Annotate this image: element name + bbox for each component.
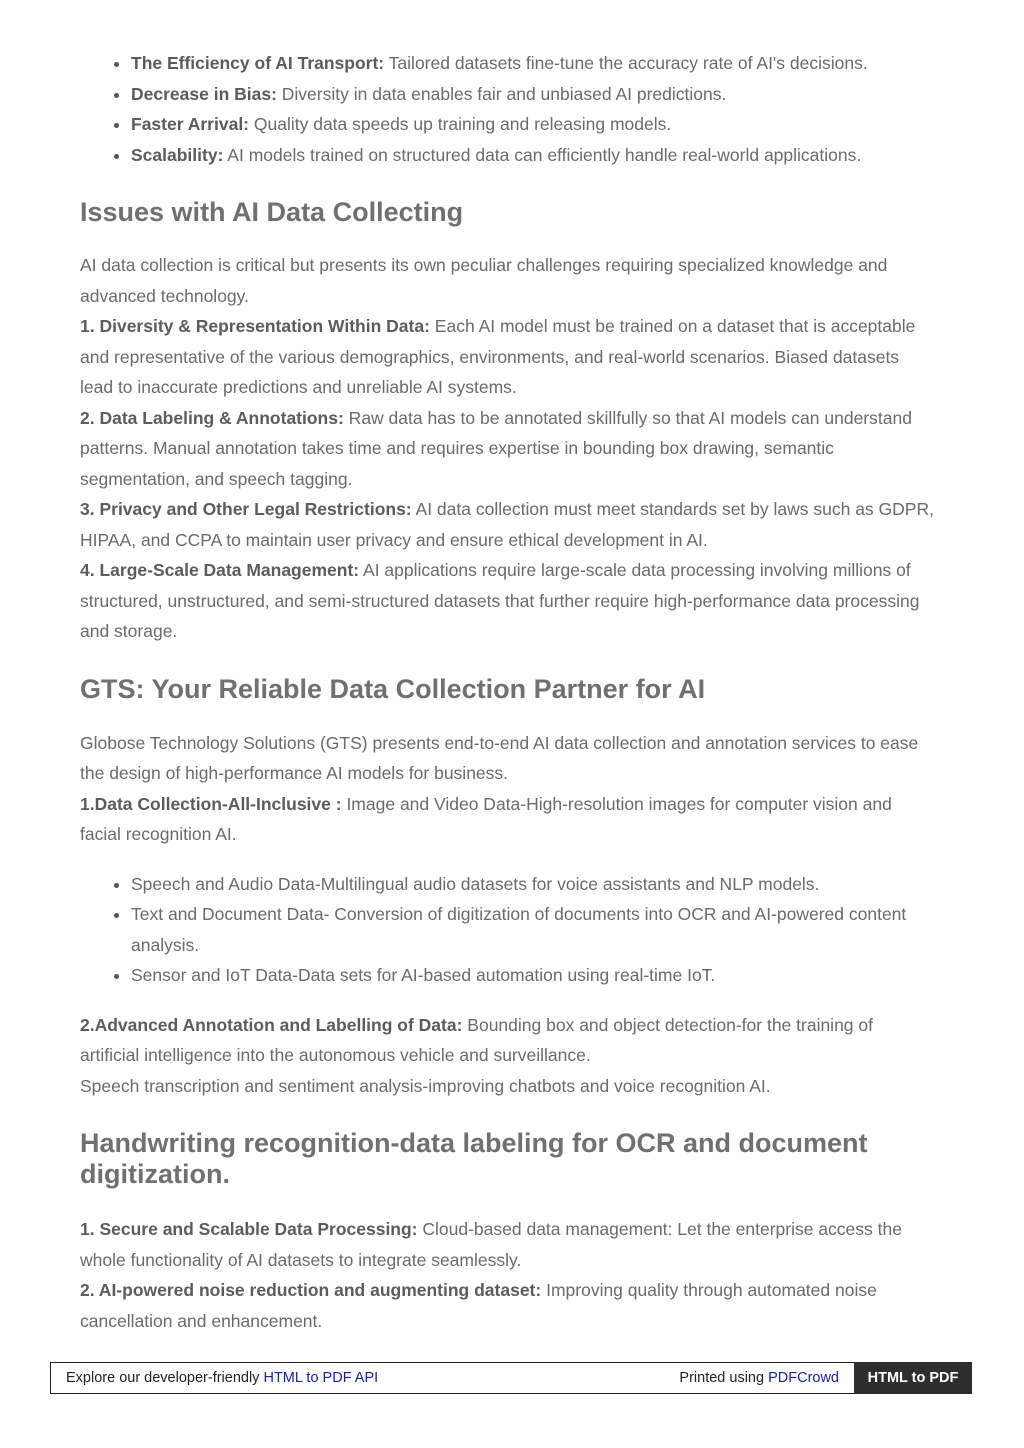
list-item: • Speech and Audio Data-Multilingual audio datasets for voice assistants and NLP models. <box>131 869 936 900</box>
issues-intro: AI data collection is critical but presents its own peculiar challenges requiring specialized knowledge and advanced technology. <box>80 255 888 306</box>
issue-item: 4. Large-Scale Data Management: AI applications require large-scale data processing involving millions of structured, unstructured, and semi-structured datasets that further require high-performance data processing and storage. <box>80 560 920 641</box>
handwriting-section <box>80 1214 936 1336</box>
section-heading-handwriting: Handwriting recognition-data labeling for OCR and document digitization. <box>80 1128 868 1189</box>
gts-bullet-list <box>80 869 936 991</box>
benefits-list <box>80 48 936 170</box>
issue-item: 1. Diversity & Representation Within Data: Each AI model must be trained on a dataset that is acceptable and representative of the various demographics, environments, and real-world scenarios. Biased datasets lead to inaccurate predictions and unreliable AI systems. <box>80 316 916 397</box>
html-to-pdf-api-link[interactable]: HTML to PDF API <box>263 1370 379 1386</box>
gts-item-extra: Speech transcription and sentiment analysis-improving chatbots and voice recognition AI. <box>80 1075 771 1096</box>
handwriting-item: 1. Secure and Scalable Data Processing: Cloud-based data management: Let the enterprise access the whole functionality of AI datasets to integrate seamlessly. <box>80 1219 902 1270</box>
document-body <box>80 48 936 1336</box>
list-item: • Decrease in Bias: Diversity in data enables fair and unbiased AI predictions. <box>131 79 936 110</box>
gts-intro: Globose Technology Solutions (GTS) presents end-to-end AI data collection and annotation services to ease the design of high-performance AI models for business. <box>80 732 919 783</box>
issue-item: 3. Privacy and Other Legal Restrictions: AI data collection must meet standards set by laws such as GDPR, HIPAA, and CCPA to maintain user privacy and ensure ethical development in AI. <box>80 499 934 550</box>
list-item: • Faster Arrival: Quality data speeds up training and releasing models. <box>131 109 936 140</box>
pdfcrowd-link[interactable]: PDFCrowd <box>768 1370 839 1386</box>
footer-explore: Explore our developer-friendly HTML to PDF API <box>66 1370 379 1386</box>
gts-item: 2.Advanced Annotation and Labelling of Data: Bounding box and object detection-for the training of artificial intelligence into the autonomous vehicle and surveillance. <box>80 1014 873 1065</box>
list-item: • Scalability: AI models trained on structured data can efficiently handle real-world applications. <box>131 140 936 171</box>
list-item: • Sensor and IoT Data-Data sets for AI-based automation using real-time IoT. <box>131 960 936 991</box>
list-item: • The Efficiency of AI Transport: Tailored datasets fine-tune the accuracy rate of AI's decisions. <box>131 48 936 79</box>
gts-section <box>80 728 936 1102</box>
html-to-pdf-button[interactable]: HTML to PDF <box>854 1362 972 1394</box>
list-item: • Text and Document Data- Conversion of digitization of documents into OCR and AI-powered content analysis. <box>131 899 936 960</box>
pdf-footer-bar <box>50 1362 972 1394</box>
section-heading-gts: GTS: Your Reliable Data Collection Partner for AI <box>80 673 706 704</box>
section-heading-issues: Issues with AI Data Collecting <box>80 197 464 227</box>
footer-printed: Printed using PDFCrowd <box>679 1370 839 1386</box>
handwriting-item: 2. AI-powered noise reduction and augmenting dataset: Improving quality through automated noise cancellation and enhancement. <box>80 1280 877 1331</box>
issues-section <box>80 250 936 647</box>
gts-item: 1.Data Collection-All-Inclusive : Image and Video Data-High-resolution images for computer vision and facial recognition AI. <box>80 793 892 844</box>
issue-item: 2. Data Labeling & Annotations: Raw data has to be annotated skillfully so that AI models can understand patterns. Manual annotation takes time and requires expertise in bounding box drawing, semantic segmentation, and speech tagging. <box>80 407 912 489</box>
